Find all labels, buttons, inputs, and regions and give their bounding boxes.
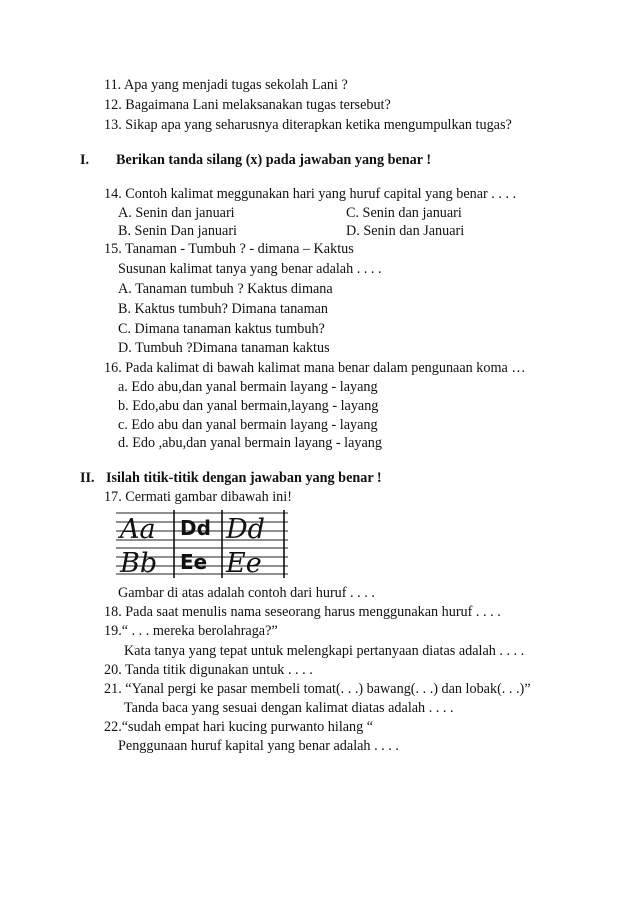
figure-cell-dd-print: Dd — [180, 516, 211, 540]
q16-option-b: b. Edo,abu dan yanal bermain,layang - layang — [118, 398, 379, 414]
question-12: 12. Bagaimana Lani melaksanakan tugas tersebut? — [104, 97, 391, 113]
q14-option-c: C. Senin dan januari — [346, 205, 462, 221]
section-i-numeral: I. — [80, 152, 90, 168]
figure-cell-bb: Bb — [120, 548, 158, 578]
question-14: 14. Contoh kalimat meggunakan hari yang huruf capital yang benar . . . . — [104, 186, 517, 202]
letter-style-figure — [116, 508, 288, 578]
question-17: 17. Cermati gambar dibawah ini! — [104, 489, 292, 505]
q15-prompt: Susunan kalimat tanya yang benar adalah . . . . — [118, 261, 382, 277]
question-15: 15. Tanaman - Tumbuh ? - dimana – Kaktus — [104, 241, 354, 257]
q15-option-a: A. Tanaman tumbuh ? Kaktus dimana — [118, 281, 333, 297]
q21-prompt: Tanda baca yang sesuai dengan kalimat diatas adalah . . . . — [124, 700, 454, 716]
figure-cell-dd-script: Dd — [226, 514, 265, 545]
question-21: 21. “Yanal pergi ke pasar membeli tomat(. . .) bawang(. . .) dan lobak(. . .)” — [104, 681, 531, 697]
q14-option-a: A. Senin dan januari — [118, 205, 235, 221]
figure-cell-ee-script: Ee — [226, 548, 262, 578]
q15-option-c: C. Dimana tanaman kaktus tumbuh? — [118, 321, 325, 337]
q17-prompt: Gambar di atas adalah contoh dari huruf . . . . — [118, 585, 375, 601]
q14-option-d: D. Senin dan Januari — [346, 223, 465, 239]
section-ii-numeral: II. — [80, 470, 95, 486]
question-18: 18. Pada saat menulis nama seseorang harus menggunakan huruf . . . . — [104, 604, 501, 620]
section-i-heading: Berikan tanda silang (x) pada jawaban yang benar ! — [116, 152, 432, 168]
q22-prompt: Penggunaan huruf kapital yang benar adalah . . . . — [118, 738, 399, 754]
q15-option-d: D. Tumbuh ?Dimana tanaman kaktus — [118, 340, 330, 356]
question-22: 22.“sudah empat hari kucing purwanto hilang “ — [104, 719, 374, 735]
q16-option-a: a. Edo abu,dan yanal bermain layang - layang — [118, 379, 378, 395]
q14-option-b: B. Senin Dan januari — [118, 223, 237, 239]
question-16: 16. Pada kalimat di bawah kalimat mana benar dalam pengunaan koma … — [104, 360, 526, 376]
q16-option-c: c. Edo abu dan yanal bermain layang - layang — [118, 417, 378, 433]
q16-option-d: d. Edo ,abu,dan yanal bermain layang - layang — [118, 435, 382, 451]
question-13: 13. Sikap apa yang seharusnya diterapkan ketika mengumpulkan tugas? — [104, 117, 512, 133]
figure-cell-ee-print: Ee — [180, 550, 208, 574]
q19-prompt: Kata tanya yang tepat untuk melengkapi pertanyaan diatas adalah . . . . — [124, 643, 525, 659]
question-20: 20. Tanda titik digunakan untuk . . . . — [104, 662, 313, 678]
figure-cell-aa: Aa — [120, 514, 156, 545]
question-11: 11. Apa yang menjadi tugas sekolah Lani ? — [104, 77, 348, 93]
section-ii-heading: Isilah titik-titik dengan jawaban yang benar ! — [106, 470, 382, 486]
question-19: 19.“ . . . mereka berolahraga?” — [104, 623, 278, 639]
q15-option-b: B. Kaktus tumbuh? Dimana tanaman — [118, 301, 329, 317]
